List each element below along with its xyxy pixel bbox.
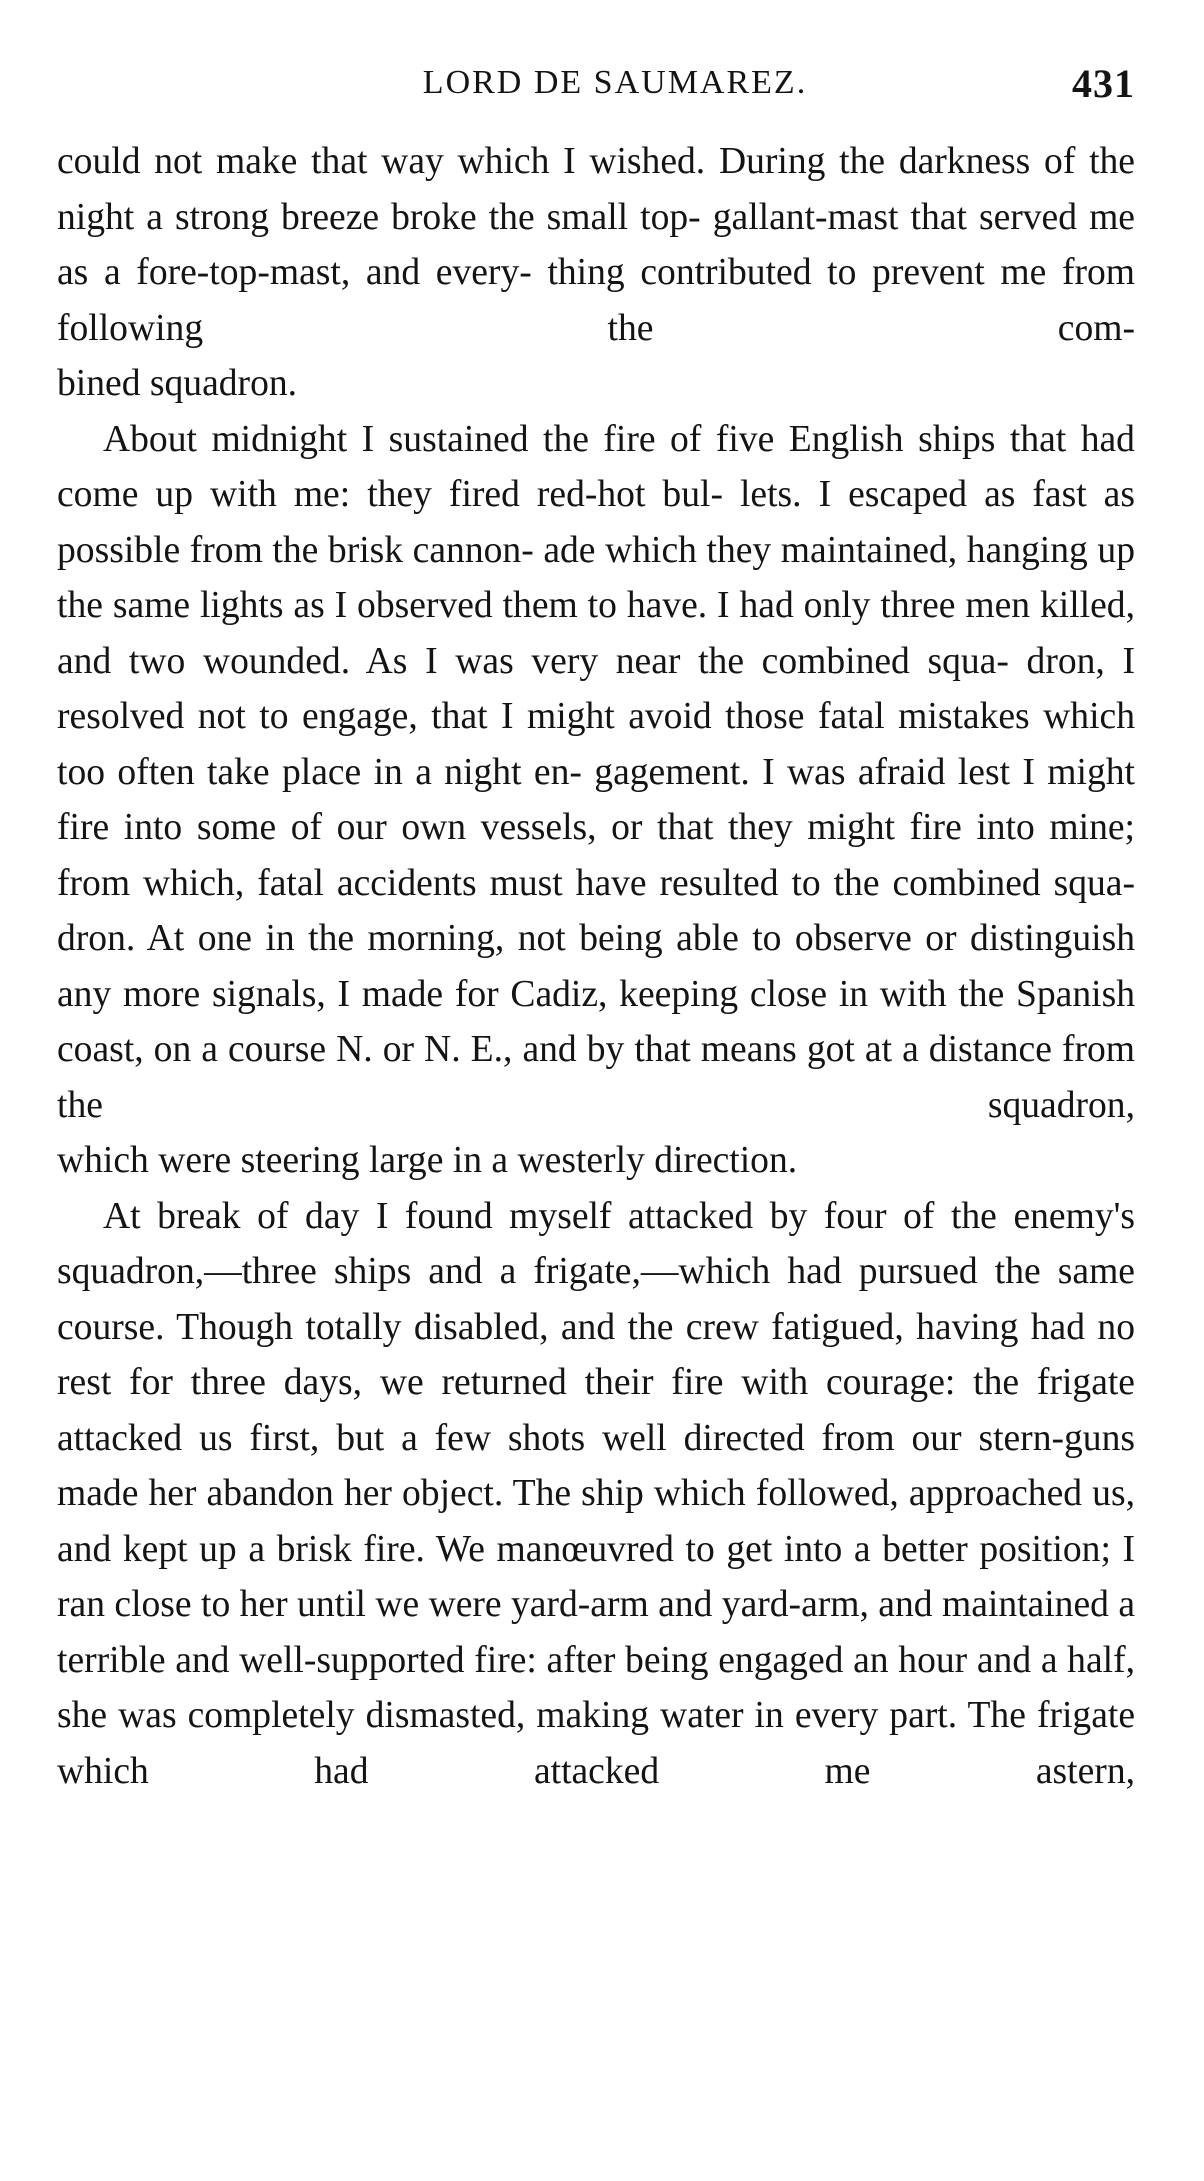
text-line: to get into a better position; I ran close to her until we (57, 1528, 1135, 1625)
text-line: every part. The frigate which had attacked me astern, (57, 1695, 1135, 1792)
text-line: and two wounded. As I was very near the combined squa- (57, 640, 1009, 682)
text-line: made her abandon her object. The ship which followed, (57, 1473, 899, 1514)
text-line: or distinguish any more signals, I made for Cadiz, keeping (57, 918, 1135, 1015)
paragraph-1-last-line (57, 356, 1135, 412)
paragraph-2-last-line (57, 1133, 1135, 1189)
text-line: and by that means got at a distance from the squadron, (57, 1029, 1136, 1126)
paragraph-1 (57, 134, 1135, 356)
text-line: were yard-arm and yard-arm, and maintained a terrible (57, 1584, 1136, 1681)
text-line: fatal mistakes which too often take place in a night en- (57, 696, 1135, 793)
text-line: enemy's squadron,—three ships and a frigate,—which had (57, 1195, 1135, 1292)
text-line: close in with the Spanish coast, on a course N. or N. E., (57, 973, 1135, 1070)
text-line: gagement. I was afraid lest I might fire into some of our (57, 751, 1135, 848)
text-line: I observed them to have. I had only three men killed, (334, 585, 1135, 626)
text-line: pursued the same course. Though totally disabled, and (57, 1251, 1135, 1348)
text-line: ade which they maintained, hanging up the same lights as (57, 529, 1135, 626)
text-line: fatal accidents must have resulted to the combined squa- (257, 862, 1135, 904)
text-line: dron. At one in the morning, not being able to observe (57, 918, 912, 959)
text-line: could not make that way which I wished. During the (57, 141, 886, 182)
text-line: darkness of the night a strong breeze broke the small top- (57, 141, 1135, 238)
text-line: which were steering large in a westerly direction. (57, 1140, 798, 1181)
text-line: About midnight I sustained the fire of five English (103, 418, 904, 460)
text-line: thing contributed to prevent me from following the com- (57, 252, 1135, 349)
text-line: ships that had come up with me: they fired red-hot bul- (57, 418, 1135, 515)
text-line: returned their fire with courage: the frigate attacked us (57, 1362, 1135, 1459)
text-line: bined squadron. (57, 363, 298, 404)
text-line: gallant-mast that served me as a fore-top-mast, and every- (57, 196, 1135, 293)
text-line: first, but a few shots well directed from our stern-guns (249, 1417, 1135, 1459)
text-line: dron, I resolved not to engage, that I might avoid those (57, 640, 1135, 737)
text-line: a half, she was completely dismasted, making water in (57, 1639, 1135, 1736)
text-line: approached us, and kept up a brisk fire. We manœuvred (57, 1473, 1135, 1570)
paragraph-2 (57, 412, 1135, 1134)
text-line: own vessels, or that they might fire into mine; from which, (57, 807, 1135, 904)
running-head-title: LORD DE SAUMAREZ. (422, 64, 808, 101)
text-line: and well-supported fire: after being engaged an hour and (175, 1639, 1032, 1681)
body-text (57, 134, 1135, 1799)
text-line: the crew fatigued, having had no rest for three days, we (57, 1306, 1135, 1403)
page-number: 431 (1072, 61, 1135, 106)
text-line: lets. I escaped as fast as possible from the brisk cannon- (57, 474, 1135, 571)
text-line: At break of day I found myself attacked by four of the (103, 1195, 997, 1237)
paragraph-3 (57, 1189, 1135, 1800)
running-head (60, 54, 1135, 114)
